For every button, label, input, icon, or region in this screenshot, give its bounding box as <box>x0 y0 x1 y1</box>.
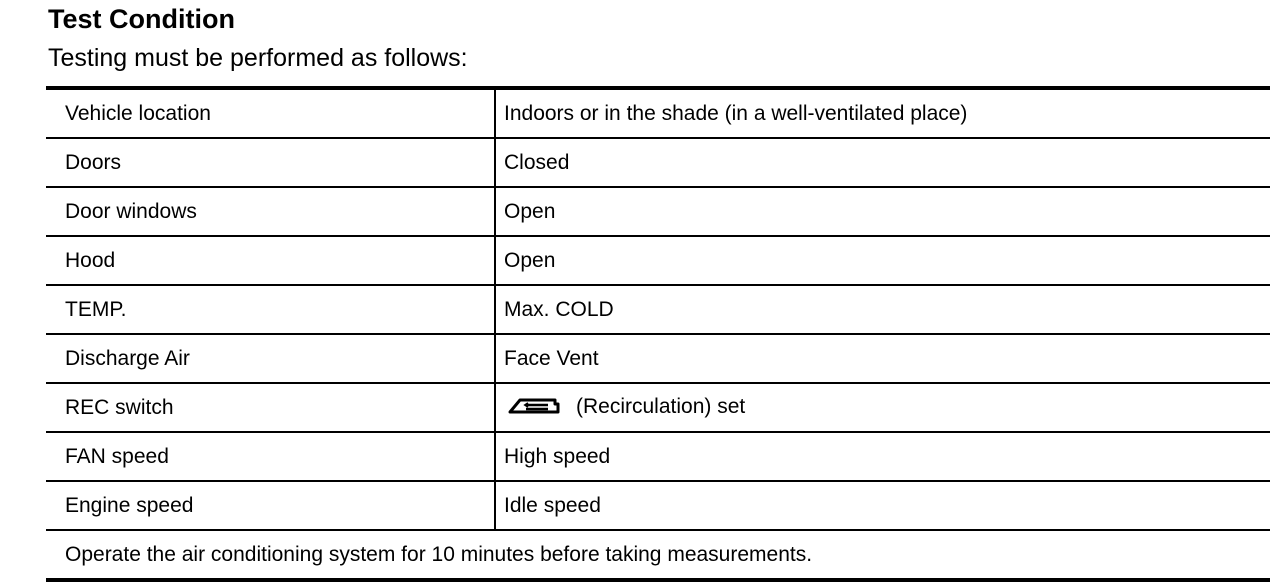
table-row <box>46 334 1270 383</box>
table-row <box>46 481 1270 530</box>
row-value: Max. COLD <box>495 285 1270 334</box>
row-value: Closed <box>495 138 1270 187</box>
recirculation-icon <box>508 395 564 421</box>
table-row <box>46 187 1270 236</box>
row-label: Doors <box>46 138 495 187</box>
table-row <box>46 432 1270 481</box>
row-value: Face Vent <box>495 334 1270 383</box>
row-label: TEMP. <box>46 285 495 334</box>
row-value: High speed <box>495 432 1270 481</box>
row-value: (Recirculation) set <box>576 394 746 418</box>
row-value: Indoors or in the shade (in a well-ventilated place) <box>495 88 1270 138</box>
table-row <box>46 285 1270 334</box>
row-label: FAN speed <box>46 432 495 481</box>
table-row <box>46 88 1270 138</box>
table-row <box>46 530 1270 580</box>
table-note: Operate the air conditioning system for 10 minutes before taking measurements. <box>65 542 813 566</box>
row-value: Open <box>495 236 1270 285</box>
table-row <box>46 383 1270 432</box>
page-subtitle: Testing must be performed as follows: <box>48 44 468 72</box>
table-row <box>46 138 1270 187</box>
row-value-with-icon <box>495 383 1270 432</box>
row-label: REC switch <box>46 383 495 432</box>
row-label: Door windows <box>46 187 495 236</box>
page-title: Test Condition <box>48 4 235 34</box>
row-value: Idle speed <box>495 481 1270 530</box>
row-label: Discharge Air <box>46 334 495 383</box>
row-label: Vehicle location <box>46 88 495 138</box>
row-value: Open <box>495 187 1270 236</box>
row-label: Hood <box>46 236 495 285</box>
table-row <box>46 236 1270 285</box>
row-label: Engine speed <box>46 481 495 530</box>
test-condition-table <box>46 86 1270 582</box>
